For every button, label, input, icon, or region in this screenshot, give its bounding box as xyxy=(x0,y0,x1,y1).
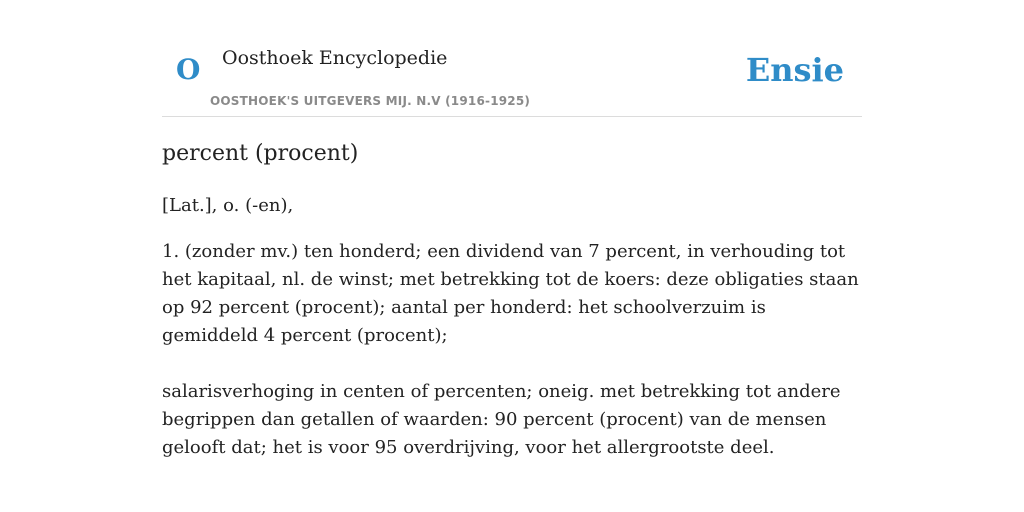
site-header xyxy=(162,0,862,117)
site-title[interactable]: Oosthoek Encyclopedie xyxy=(222,47,448,69)
entry-definition-1: 1. (zonder mv.) ten honderd; een dividend van 7 percent, in verhouding tot het kapitaal, nl. de winst; met betrekking tot de koers: deze obligaties staan op 92 percent (procent); aantal per honderd: het schoolverzuim is gemiddeld 4 percent (procent); xyxy=(162,241,859,346)
entry-content xyxy=(162,136,862,462)
entry-title: percent (procent) xyxy=(162,141,359,166)
oosthoek-logo[interactable]: O xyxy=(176,53,201,86)
publisher-subtitle: OOSTHOEK'S UITGEVERS MIJ. N.V (1916-1925) xyxy=(210,94,531,108)
entry-definition-2: salarisverhoging in centen of percenten; oneig. met betrekking tot andere begrippen dan getallen of waarden: 90 percent (procent) van de mensen gelooft dat; het is voor 95 overdrijving, voor het allergrootste deel. xyxy=(162,381,841,458)
ensie-brand-logo[interactable]: Ensie xyxy=(745,51,844,89)
entry-grammar: [Lat.], o. (-en), xyxy=(162,195,294,216)
